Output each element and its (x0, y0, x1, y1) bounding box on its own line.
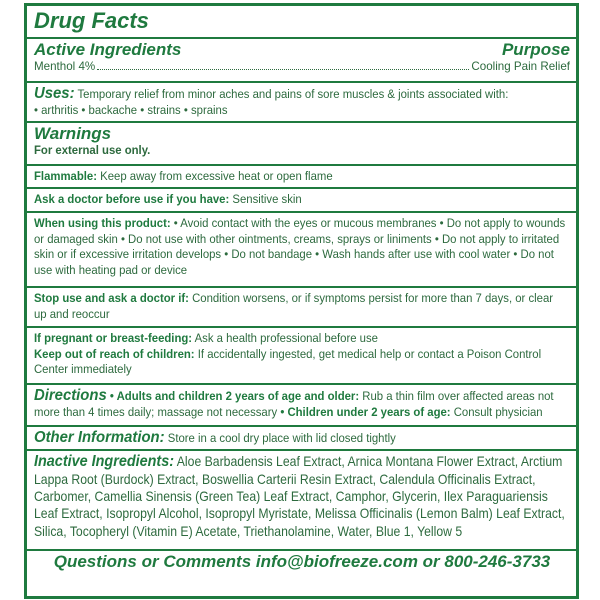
directions-section (27, 385, 576, 427)
warnings-section (27, 123, 576, 166)
leader-dots (97, 69, 469, 70)
when-using-text-block (34, 216, 567, 278)
active-ingredients-section (27, 39, 576, 83)
active-purpose: Cooling Pain Relief (471, 60, 570, 73)
keep-out-label: Keep out of reach of children: (34, 346, 195, 361)
inactive-heading: Inactive Ingredients: (34, 453, 175, 470)
pregnant-section (27, 328, 576, 385)
directions-heading: Directions (34, 387, 107, 404)
other-info-heading: Other Information: (34, 429, 165, 446)
inactive-text: Aloe Barbadensis Leaf Extract, Arnica Montana Flower Extract, Arctium Lappa Root (Burdock) Extract, Boswellia Carterii Resin Extract, Calendula Officinalis Extract, Carbomer, Camellia Sinensis (Green Tea) Leaf Extract, Camphor, Glycerin, Ilex Paraguariensis Leaf Extract, Isopropyl Alcohol, Isopropyl Myristate, Melissa Officinalis (Lemon Balm) Leaf Extract, Silica, Tocopheryl (Vitamin E) Acetate, Triethanolamine, Water, Blue 1, Yellow 5 (34, 454, 565, 539)
directions-children-label: • Children under 2 years of age: (280, 405, 451, 419)
inactive-text-block (34, 452, 569, 540)
other-info-text: Store in a cool dry place with lid closed tightly (167, 431, 396, 445)
stop-use-label: Stop use and ask a doctor if: (34, 291, 189, 305)
other-info-section (27, 427, 576, 451)
flammable-text-block (34, 169, 567, 185)
stop-use-section (27, 288, 576, 328)
purpose-heading: Purpose (501, 40, 570, 59)
directions-adults-label: • Adults and children 2 years of age and older: (109, 389, 360, 403)
keep-out-text-block (34, 347, 567, 378)
ask-doctor-text: Sensitive skin (232, 192, 302, 206)
drug-facts-title: Drug Facts (34, 8, 149, 33)
directions-text-block (34, 386, 567, 421)
active-ingredient-row (34, 59, 570, 75)
stop-use-text-block (34, 291, 567, 322)
uses-heading: Uses: (34, 85, 75, 102)
keep-out-text: If accidentally ingested, get medical help or contact a Poison Control Center immediately (34, 346, 542, 376)
inactive-ingredients-section (27, 451, 576, 551)
uses-list: • arthritis • backache • strains • sprains (34, 103, 228, 117)
ask-doctor-label: Ask a doctor before use if you have: (34, 192, 230, 206)
drug-facts-title-section (27, 6, 576, 39)
when-using-label: When using this product: (34, 216, 171, 230)
ask-doctor-text-block (34, 192, 567, 208)
stop-use-text: Condition worsens, or if symptoms persist for more than 7 days, or clear up and reoccur (34, 291, 554, 321)
when-using-section (27, 213, 576, 288)
directions-children-text: Consult physician (453, 405, 543, 419)
pregnant-text: Ask a health professional before use (194, 331, 378, 345)
other-info-text-block (34, 428, 567, 447)
drug-facts-panel (24, 3, 579, 599)
pregnant-text-block (34, 331, 567, 347)
flammable-text: Keep away from excessive heat or open flame (100, 169, 333, 183)
external-use-text: For external use only. (34, 143, 151, 157)
uses-section (27, 83, 576, 123)
questions-text: Questions or Comments info@biofreeze.com or 800-246-3733 (53, 552, 551, 571)
flammable-label: Flammable: (34, 169, 97, 183)
pregnant-label: If pregnant or breast-feeding: (34, 331, 193, 345)
flammable-section (27, 166, 576, 189)
ask-doctor-section (27, 189, 576, 213)
when-using-text: • Avoid contact with the eyes or mucous membranes • Do not apply to wounds or damaged skin • Do not use with other ointments, creams, sprays or liniments • Do not apply to irritated skin or if excessive irritation develops • Do not bandage • Wash hands after use with cool water • Do not use with heating pad or device (34, 216, 566, 277)
active-header-row (34, 40, 570, 59)
active-ingredient: Menthol 4% (34, 60, 96, 73)
uses-text: Temporary relief from minor aches and pains of sore muscles & joints associated with: (77, 87, 509, 101)
questions-section (27, 551, 576, 573)
directions-adults-text: Rub a thin film over affected areas not more than 4 times daily; massage not necessary (34, 389, 554, 419)
active-ingredients-heading: Active Ingredients (34, 40, 182, 59)
uses-text-block (34, 84, 567, 119)
warnings-heading: Warnings (34, 124, 112, 143)
